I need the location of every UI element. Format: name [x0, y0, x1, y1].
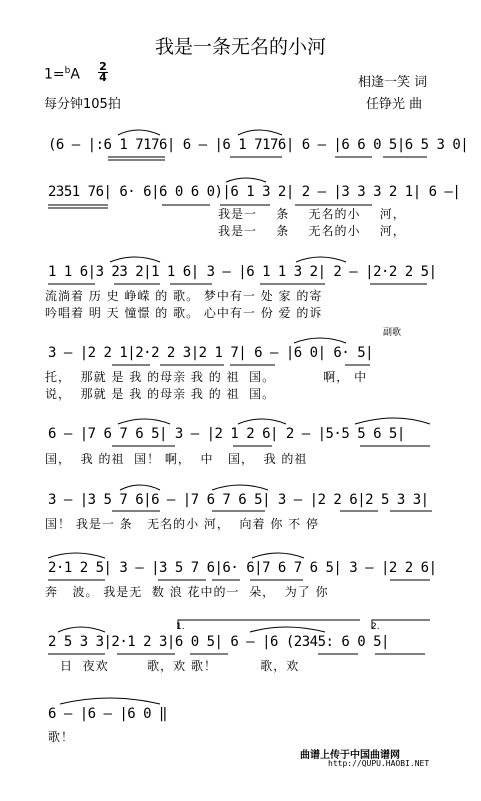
- footer-text: 曲谱上传于中国曲谱网: [300, 750, 400, 761]
- notation-line-9: 6 — |6 — |6 0 ‖: [48, 706, 167, 722]
- notation-line-5: 6 — |7 6 7 6 5| 3 — |2 1 2 6| 2 — |5·5 5 6 5|: [48, 426, 405, 442]
- lyricist-credit: 相逢一笑 词: [358, 75, 428, 90]
- lyric-line-4-verse-1: 托， 那就 是 我 的母亲 我 的 祖 国。 啊， 中: [45, 370, 368, 384]
- tempo-marking: 每分钟105拍: [44, 97, 121, 112]
- composer-credit: 任铮光 曲: [366, 97, 423, 112]
- lyric-line-8: 日 夜欢 歌，欢 歌！ 歌，欢: [60, 659, 300, 673]
- lyric-line-3-verse-2: 吟唱着 明 天 憧憬 的 歌。 心中有一 份 爱 的诉: [45, 306, 323, 320]
- notation-line-3: 1 1 6|3 23 2|1 1 6| 3 — |6 1 1 3 2| 2 — |2·2 2 5|: [48, 264, 437, 280]
- notation-line-7: 2·1 2 5| 3 — |3 5 7 6|6· 6|7 6 7 6 5| 3 — |2 2 6|: [48, 560, 437, 576]
- notation-line-8: 2 5 3 3|2·1 2 3|6 0 5| 6 — |6 (2345: 6 0 5|: [48, 634, 389, 650]
- key-signature: 1=$^b$A: [44, 66, 80, 83]
- lyric-line-3-verse-1: 流淌着 历 史 峥嵘 的 歌。 梦中有一 处 家 的寄: [45, 289, 323, 303]
- first-ending-mark: 1.: [176, 622, 185, 632]
- lyric-line-4-verse-2: 说， 那就 是 我 的母亲 我 的 祖 国。: [45, 387, 276, 401]
- notation-line-4: 3 — |2 2 1|2·2 2 3|2 1 7| 6 — |6 0| 6· 5|: [48, 345, 374, 361]
- notation-line-1: (6 — |:6 1 7176| 6 — |6 1 7176| 6 — |6 6 0 5|6 5 3 0|: [48, 137, 469, 153]
- lyric-line-9: 歌！: [48, 730, 75, 744]
- lyric-line-2-verse-1: 我是一 条 无名的小 河，: [218, 207, 406, 221]
- footer-watermark: [300, 744, 481, 772]
- lyric-line-5: 国， 我 的祖 国！ 啊， 中 国， 我 的祖: [45, 452, 308, 466]
- footer-url[interactable]: http://QUPU.HAOBI.NET: [328, 759, 430, 768]
- lyric-line-2-verse-2: 我是一 条 无名的小 河，: [218, 224, 406, 238]
- time-signature: 2 4: [99, 60, 107, 84]
- song-title: 我是一条无名的小河: [154, 36, 326, 58]
- lyric-line-7: 奔 波。 我是无 数 浪 花中的一 朵， 为了 你: [45, 585, 329, 599]
- lyric-line-6: 国！ 我是一 条 无名的小 河， 向着 你 不 停: [45, 517, 319, 531]
- section-label: 副歌: [383, 328, 402, 338]
- notation-line-6: 3 — |3 5 7 6|6 — |7 6 7 6 5| 3 — |2 2 6|2 5 3 3|: [48, 492, 429, 508]
- notation-line-2: 2351 76| 6· 6|6 0 6 0)|6 1 3 2| 2 — |3 3 3 2 1| 6 —|: [48, 184, 461, 200]
- second-ending-mark: 2.: [371, 622, 380, 632]
